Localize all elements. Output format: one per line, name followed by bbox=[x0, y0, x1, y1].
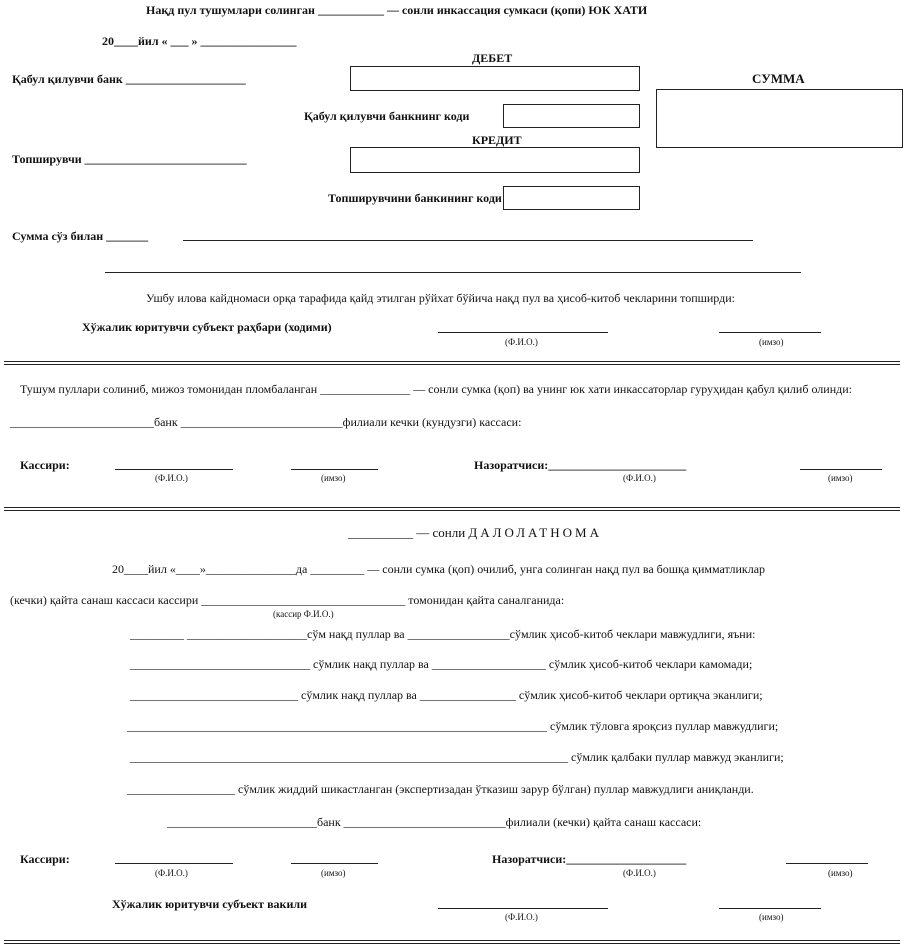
act-line-2: (кечки) қайта санаш кассаси кассири __________________________________ томонидан қайта саналганида: bbox=[10, 593, 565, 607]
controller-fio-caption: (Ф.И.О.) bbox=[623, 473, 656, 483]
amount-in-words-line[interactable] bbox=[183, 240, 753, 241]
head-fio-caption: (Ф.И.О.) bbox=[505, 337, 538, 347]
amount-in-words-label: Сумма сўз билан _______ bbox=[12, 229, 149, 243]
waybill-date: 20____йил « ___ » ________________ bbox=[102, 34, 297, 48]
kredit-field[interactable] bbox=[350, 147, 640, 173]
cashier-signature-line[interactable] bbox=[291, 469, 378, 470]
representative-signature-caption: (имзо) bbox=[759, 912, 784, 922]
kassir-fio-caption: (кассир Ф.И.О.) bbox=[273, 609, 334, 619]
act-title-word: ДАЛОЛАТНОМА bbox=[468, 525, 602, 540]
section-divider bbox=[4, 507, 900, 511]
handover-statement: Ушбу илова кайдномаси орқа тарафида қайд этилган рўйхат бўйича нақд пул ва ҳисоб-китоб чекларини топширди: bbox=[146, 291, 736, 305]
act-cashier-fio-caption: (Ф.И.О.) bbox=[155, 868, 188, 878]
bottom-divider bbox=[4, 940, 900, 944]
act-line-9: _________________________банк ___________________________филиали (кечки) қайта санаш кассаси: bbox=[167, 815, 702, 829]
cashier-fio-caption: (Ф.И.О.) bbox=[155, 473, 188, 483]
head-label: Хўжалик юритувчи субъект раҳбари (ходими) bbox=[82, 320, 332, 334]
receipt-bank-line: ________________________банк ___________________________филиали кечки (кундузги) кассаси: bbox=[10, 415, 522, 429]
sender-bank-code-field[interactable] bbox=[503, 186, 640, 210]
amount-in-words-line-2[interactable] bbox=[105, 272, 801, 273]
act-line-5: ____________________________ сўмлик нақд пуллар ва ________________ сўмлик ҳисоб-китоб чеклари ортиқча эканлиги; bbox=[130, 688, 763, 702]
act-cashier-signature-line[interactable] bbox=[291, 863, 378, 864]
act-controller-signature-line[interactable] bbox=[786, 863, 868, 864]
representative-signature-line[interactable] bbox=[719, 908, 821, 909]
summa-label: СУММА bbox=[752, 71, 805, 86]
controller-signature-line[interactable] bbox=[800, 469, 882, 470]
cashier-label: Кассири: bbox=[20, 458, 70, 472]
head-signature-caption: (имзо) bbox=[759, 337, 784, 347]
kredit-label: КРЕДИТ bbox=[472, 133, 522, 147]
sender-label: Топширувчи ___________________________ bbox=[12, 152, 247, 166]
act-line-7: _________________________________________________________________________ сўмлик қалбаки пуллар мавжуд эканлиги; bbox=[130, 750, 784, 764]
act-cashier-fio-line[interactable] bbox=[115, 863, 233, 864]
act-controller-signature-caption: (имзо) bbox=[828, 868, 853, 878]
receiving-bank-code-label: Қабул қилувчи банкнинг коди bbox=[304, 109, 470, 123]
act-cashier-signature-caption: (имзо) bbox=[321, 868, 346, 878]
act-line-3: _________ ____________________сўм нақд пуллар ва _________________сўмлик ҳисоб-китоб чеклари мавжудлиги, яъни: bbox=[130, 627, 756, 641]
act-title bbox=[348, 526, 602, 539]
section-divider bbox=[4, 361, 900, 365]
controller-signature-caption: (имзо) bbox=[828, 473, 853, 483]
representative-label: Хўжалик юритувчи субъект вакили bbox=[112, 897, 308, 911]
representative-fio-line[interactable] bbox=[438, 908, 608, 909]
act-line-1: 20____йил «____»_______________да _________ — сонли сумка (қоп) очилиб, унга солинган нақд пул ва бошқа қимматликлар bbox=[112, 562, 766, 576]
debet-field[interactable] bbox=[350, 66, 640, 91]
act-line-6: ______________________________________________________________________ сўмлик тўловга яроқсиз пуллар мавжудлиги; bbox=[127, 719, 779, 733]
act-cashier-label: Кассири: bbox=[20, 852, 70, 866]
receipt-text: Тушум пуллари солиниб, мижоз томонидан пломбаланган _______________ — сонли сумка (қоп) ва унинг юк хати инкассаторлар гуруҳидан қабул қилиб олинди: bbox=[20, 382, 852, 396]
representative-fio-caption: (Ф.И.О.) bbox=[505, 912, 538, 922]
receiving-bank-label: Қабул қилувчи банк ____________________ bbox=[12, 72, 246, 86]
sender-bank-code-label: Топширувчини банкининг коди bbox=[328, 191, 502, 205]
head-fio-line[interactable] bbox=[438, 332, 608, 333]
act-title-prefix: __________ — сонли bbox=[348, 525, 466, 540]
controller-label: Назоратчиси:_______________________ bbox=[474, 458, 687, 472]
act-line-4: ______________________________ сўмлик нақд пуллар ва ___________________ сўмлик ҳисоб-китоб чеклари камомади; bbox=[130, 657, 753, 671]
head-signature-line[interactable] bbox=[719, 332, 821, 333]
act-controller-fio-caption: (Ф.И.О.) bbox=[623, 868, 656, 878]
debet-label: ДЕБЕТ bbox=[472, 51, 513, 65]
act-controller-label: Назоратчиси:____________________ bbox=[492, 852, 687, 866]
act-line-8: __________________ сўмлик жиддий шикастланган (экспертизадан ўтказиш зарур бўлган) пуллар мавжудлиги аниқланди. bbox=[127, 782, 754, 796]
summa-field[interactable] bbox=[656, 89, 903, 148]
cashier-signature-caption: (имзо) bbox=[321, 473, 346, 483]
waybill-title: Нақд пул тушумлари солинган ___________ — сонли инкассация сумкаси (қопи) ЮК ХАТИ bbox=[146, 3, 648, 17]
cashier-fio-line[interactable] bbox=[115, 469, 233, 470]
receiving-bank-code-field[interactable] bbox=[503, 104, 640, 128]
